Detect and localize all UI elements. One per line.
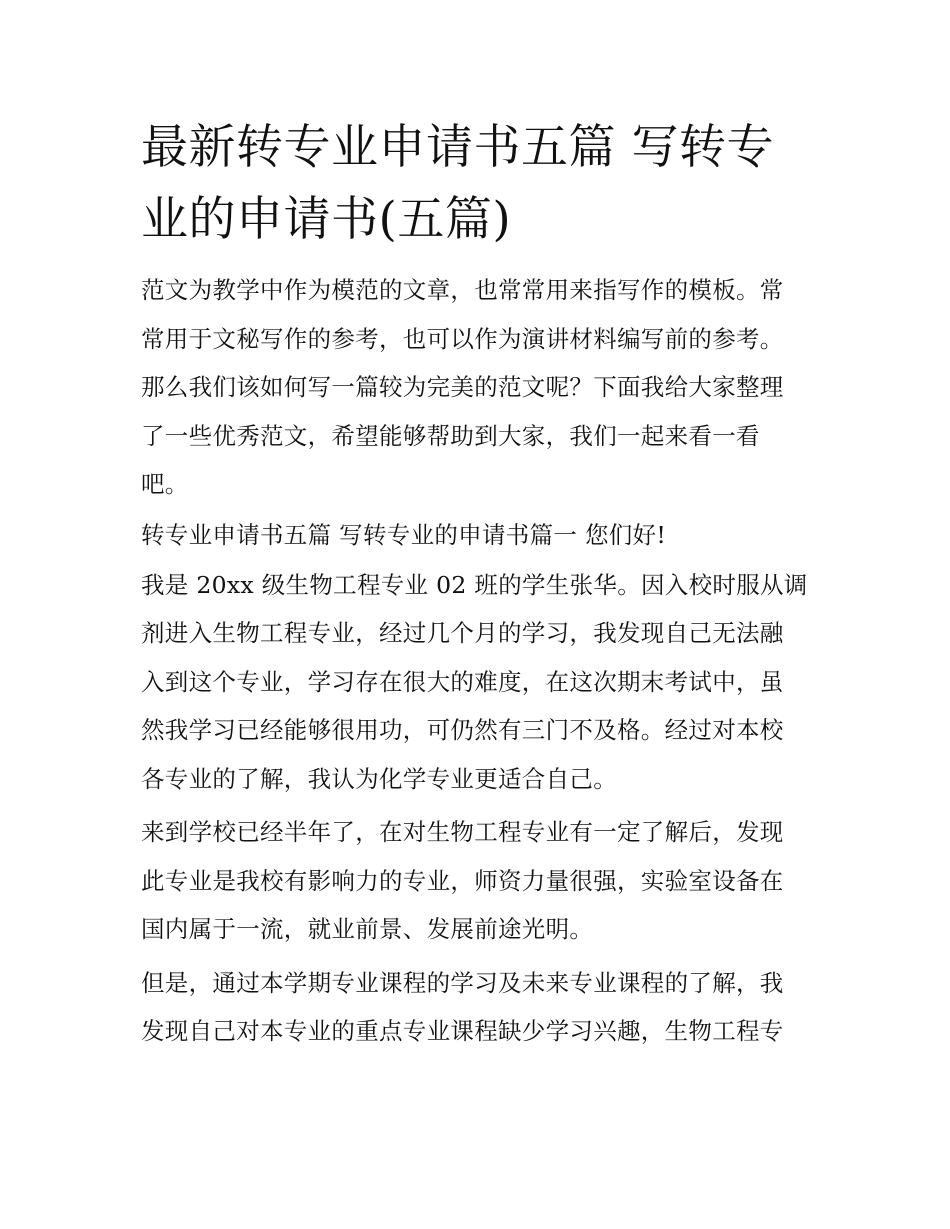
document-body xyxy=(141,112,813,1061)
body-paragraph xyxy=(141,808,813,954)
text-line: 此专业是我校有影响力的专业，师资力量很强，实验室设备在 xyxy=(141,866,784,895)
text-line: 但是，通过本学期专业课程的学习及未来专业课程的了解，我 xyxy=(141,968,784,997)
text-line: 各专业的了解，我认为化学专业更适合自己。 xyxy=(141,764,617,793)
text-line: 来到学校已经半年了，在对生物工程专业有一定了解后，发现 xyxy=(141,818,784,846)
text-line: 那么我们该如何写一篇较为完美的范文呢？下面我给大家整理 xyxy=(141,373,784,401)
text-line: 我是 20xx 级生物工程专业 02 班的学生张华。因入校时服从调 xyxy=(141,570,808,599)
section-heading-paragraph xyxy=(141,514,813,556)
text-line: 发现自己对本专业的重点专业课程缺少学习兴趣，生物工程专 xyxy=(141,1017,784,1045)
text-line: 剂进入生物工程专业，经过几个月的学习，我发现自己无法融 xyxy=(141,619,784,647)
text-line: 转专业申请书五篇 写转专业的申请书篇一 您们好! xyxy=(141,520,667,549)
intro-paragraph xyxy=(141,266,813,509)
title-line: 最新转专业申请书五篇 写转专 xyxy=(141,120,774,175)
text-line: 入到这个专业，学习存在很大的难度，在这次期末考试中，虽 xyxy=(141,667,784,696)
body-paragraph xyxy=(141,561,813,804)
title-line: 业的申请书(五篇) xyxy=(141,192,512,247)
text-line: 吧。 xyxy=(141,470,189,498)
text-line: 国内属于一流，就业前景、发展前途光明。 xyxy=(141,915,594,943)
document-title xyxy=(141,112,813,256)
text-line: 了一些优秀范文，希望能够帮助到大家，我们一起来看一看 xyxy=(141,421,760,450)
text-line: 然我学习已经能够很用功，可仍然有三门不及格。经过对本校 xyxy=(141,716,784,744)
body-paragraph xyxy=(141,959,813,1056)
text-line: 常用于文秘写作的参考，也可以作为演讲材料编写前的参考。 xyxy=(141,324,784,353)
text-line: 范文为教学中作为模范的文章，也常常用来指写作的模板。常 xyxy=(141,276,784,304)
